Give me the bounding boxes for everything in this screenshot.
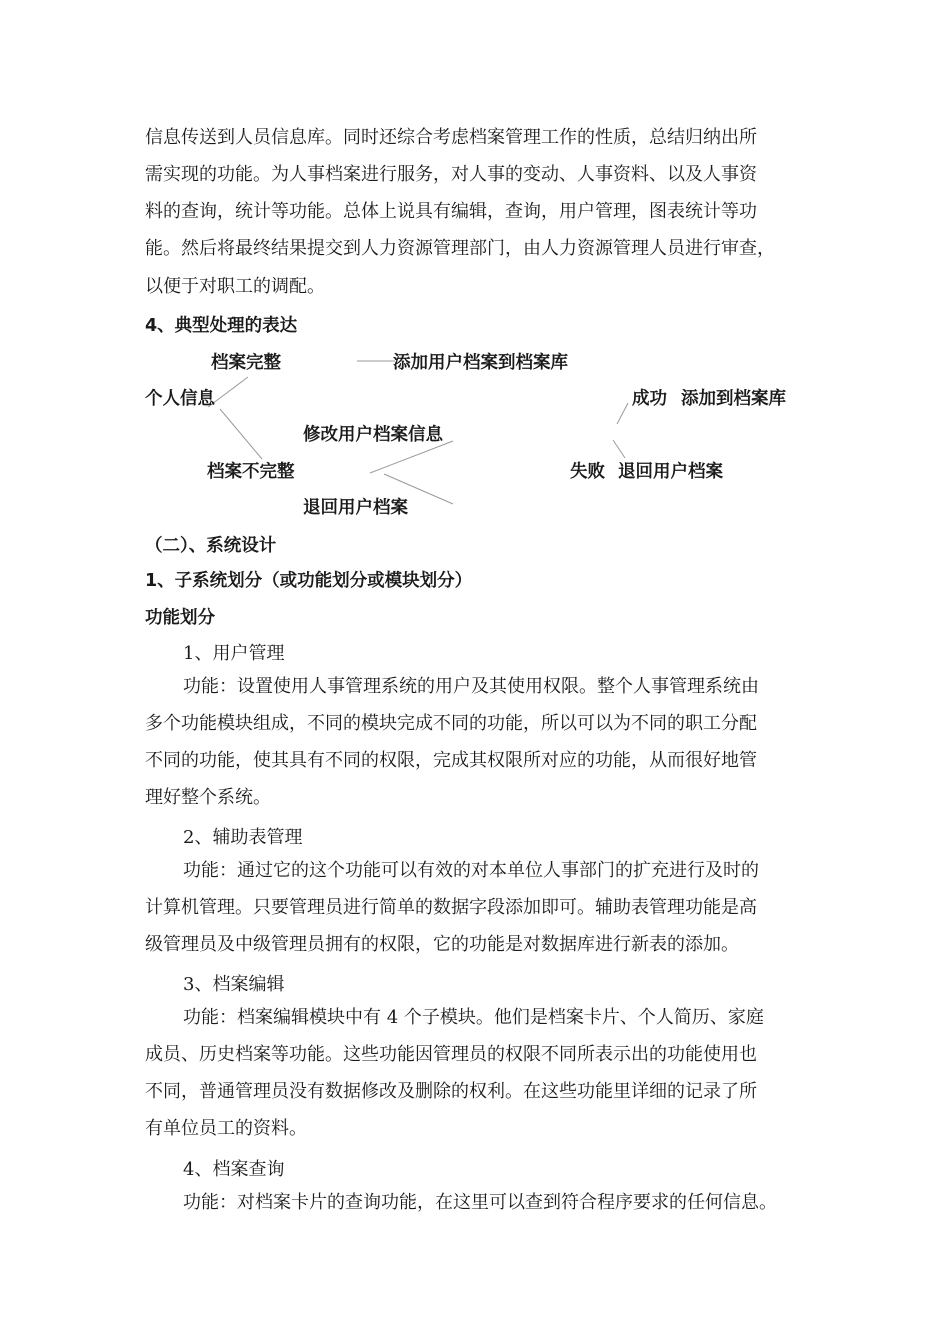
personal-info-label: 个人信息 — [145, 389, 215, 409]
text-line: 需实现的功能。为人事档案进行服务，对人事的变动、人事资料、以及人事资 — [145, 164, 757, 185]
text-line: 不同的功能，使其具有不同的权限，完成其权限所对应的功能，从而很好地管 — [145, 750, 757, 771]
text-line: 功能：通过它的这个功能可以有效的对本单位人事部门的扩充进行及时的 — [183, 860, 759, 881]
text-line: 功能：设置使用人事管理系统的用户及其使用权限。整个人事管理系统由 — [183, 676, 759, 697]
text-line: 功能：档案编辑模块中有 4 个子模块。他们是档案卡片、个人简历、家庭 — [183, 1007, 764, 1028]
add-user-archive-label: 添加用户档案到档案库 — [393, 353, 568, 373]
text-line: 料的查询，统计等功能。总体上说具有编辑，查询，用户管理，图表统计等功 — [145, 201, 757, 222]
connector-line — [220, 409, 262, 459]
return-archive-label: 退回用户档案 — [303, 498, 408, 518]
text-line: 功能：对档案卡片的查询功能，在这里可以查到符合程序要求的任何信息。 — [183, 1192, 777, 1213]
item-title: 4、档案查询 — [183, 1159, 285, 1180]
text-line: 以便于对职工的调配。 — [145, 276, 325, 297]
function-division-heading: 功能划分 — [145, 608, 215, 628]
text-line: 有单位员工的资料。 — [145, 1118, 307, 1139]
fail-label: 失败 — [570, 462, 605, 482]
text-line: 理好整个系统。 — [145, 787, 271, 808]
text-line: 计算机管理。只要管理员进行简单的数据字段添加即可。辅助表管理功能是高 — [145, 897, 757, 918]
item-title: 1、用户管理 — [183, 643, 285, 664]
part-heading: （二）、系统设计 — [145, 536, 277, 556]
archive-incomplete-label: 档案不完整 — [207, 462, 295, 482]
connector-line — [613, 440, 625, 458]
success-label: 成功 — [632, 389, 667, 409]
text-line: 级管理员及中级管理员拥有的权限，它的功能是对数据库进行新表的添加。 — [145, 934, 739, 955]
text-line: 能。然后将最终结果提交到人力资源管理部门，由人力资源管理人员进行审查， — [145, 238, 775, 259]
return-archive-label-right: 退回用户档案 — [618, 462, 723, 482]
text-line: 信息传送到人员信息库。同时还综合考虑档案管理工作的性质，总结归纳出所 — [145, 127, 757, 148]
text-line: 多个功能模块组成，不同的模块完成不同的功能，所以可以为不同的职工分配 — [145, 713, 757, 734]
text-line: 成员、历史档案等功能。这些功能因管理员的权限不同所表示出的功能使用也 — [145, 1044, 757, 1065]
add-to-library-label: 添加到档案库 — [681, 389, 786, 409]
subsection-heading: 1、子系统划分（或功能划分或模块划分） — [145, 571, 473, 591]
item-title: 2、辅助表管理 — [183, 827, 303, 848]
item-title: 3、档案编辑 — [183, 974, 285, 995]
modify-archive-label: 修改用户档案信息 — [303, 425, 443, 445]
archive-complete-label: 档案完整 — [211, 353, 281, 373]
connector-line — [617, 403, 628, 424]
text-line: 不同，普通管理员没有数据修改及删除的权利。在这些功能里详细的记录了所 — [145, 1081, 757, 1102]
section-heading: 4、典型处理的表达 — [145, 316, 298, 336]
